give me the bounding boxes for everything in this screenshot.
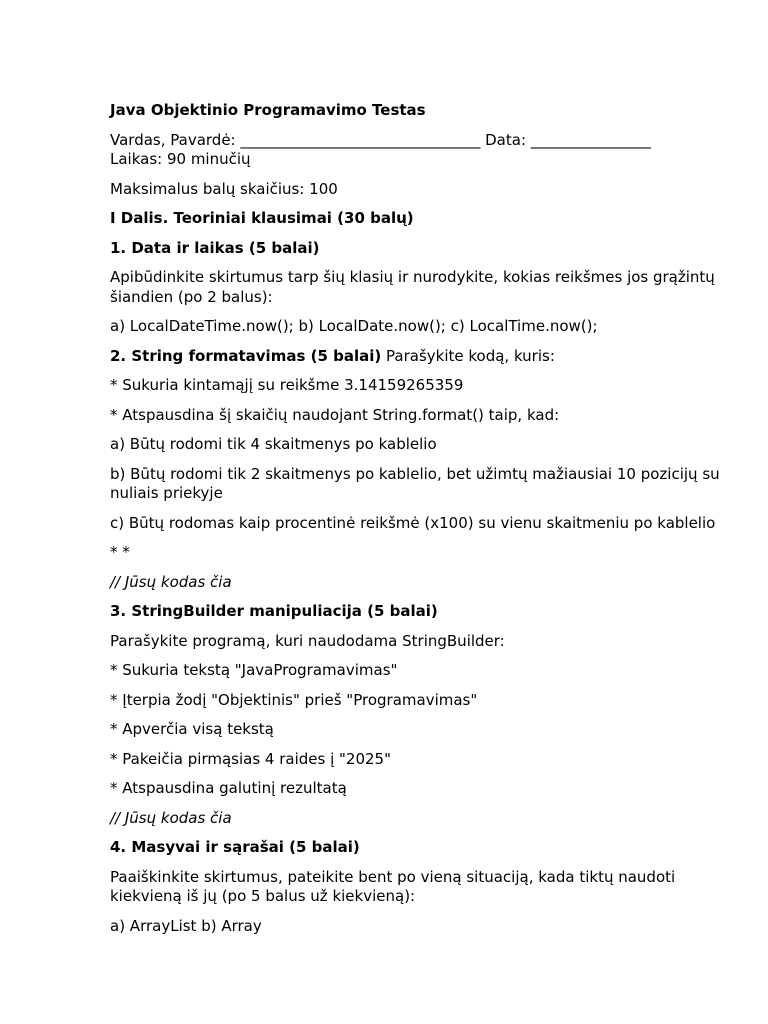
name-date-line: Vardas, Pavardė: ________________________________ Data: ________________ <box>110 130 651 149</box>
time-limit: Laikas: 90 minučių <box>110 150 251 168</box>
q4-text: Paaiškinkite skirtumus, pateikite bent po vieną situaciją, kada tiktų naudoti kiekvieną iš jų (po 5 balus už kiekvieną): <box>110 867 676 905</box>
max-points: Maksimalus balų skaičius: 100 <box>110 179 338 198</box>
part1-heading: I Dalis. Teoriniai klausimai (30 balų) <box>110 209 414 227</box>
q4-heading: 4. Masyvai ir sąrašai (5 balai) <box>110 838 360 856</box>
q3-intro: Parašykite programą, kuri naudodama StringBuilder: <box>110 631 505 650</box>
q1-options: a) LocalDateTime.now(); b) LocalDate.now(); c) LocalTime.now(); <box>110 317 598 335</box>
q3-code-hint: // Jūsų kodas čia <box>110 808 232 827</box>
q3-heading: 3. StringBuilder manipuliacija (5 balai) <box>110 602 438 620</box>
q3-item-2: * Įterpia žodį "Objektinis" prieš "Programavimas" <box>110 690 478 709</box>
q3-item-3: * Apverčia visą tekstą <box>110 720 274 738</box>
q2-option-b: b) Būtų rodomi tik 2 skaitmenys po kablelio, bet užimtų mažiausiai 10 pozicijų su nuliais priekyje <box>110 464 720 502</box>
document-page <box>110 101 730 946</box>
q2-item-1: * Sukuria kintamąjį su reikšme 3.14159265359 <box>110 376 464 394</box>
q2-heading: 2. String formatavimas (5 balai) <box>110 346 382 365</box>
q2-stars: * * <box>110 543 130 561</box>
q1-heading: 1. Data ir laikas (5 balai) <box>110 238 320 257</box>
q3-item-1: * Sukuria tekstą "JavaProgramavimas" <box>110 661 398 679</box>
q3-item-5: * Atspausdina galutinį rezultatą <box>110 779 347 797</box>
header-fields <box>110 131 730 170</box>
q2-option-c: c) Būtų rodomas kaip procentinė reikšmė (x100) su vienu skaitmeniu po kablelio <box>110 513 716 532</box>
q3-item-4: * Pakeičia pirmąsias 4 raides į "2025" <box>110 749 391 768</box>
document-title: Java Objektinio Programavimo Testas <box>110 101 426 119</box>
q2-option-a: a) Būtų rodomi tik 4 skaitmenys po kablelio <box>110 435 437 453</box>
q2-heading-rest: Parašykite kodą, kuris: <box>381 346 555 365</box>
q4-options: a) ArrayList b) Array <box>110 916 262 935</box>
q1-text: Apibūdinkite skirtumus tarp šių klasių ir nurodykite, kokias reikšmes jos grąžintų šiandien (po 2 balus): <box>110 268 715 306</box>
q2-heading-line <box>110 347 730 367</box>
q2-code-hint: // Jūsų kodas čia <box>110 572 232 591</box>
q2-item-2: * Atspausdina šį skaičių naudojant String.format() taip, kad: <box>110 405 560 424</box>
